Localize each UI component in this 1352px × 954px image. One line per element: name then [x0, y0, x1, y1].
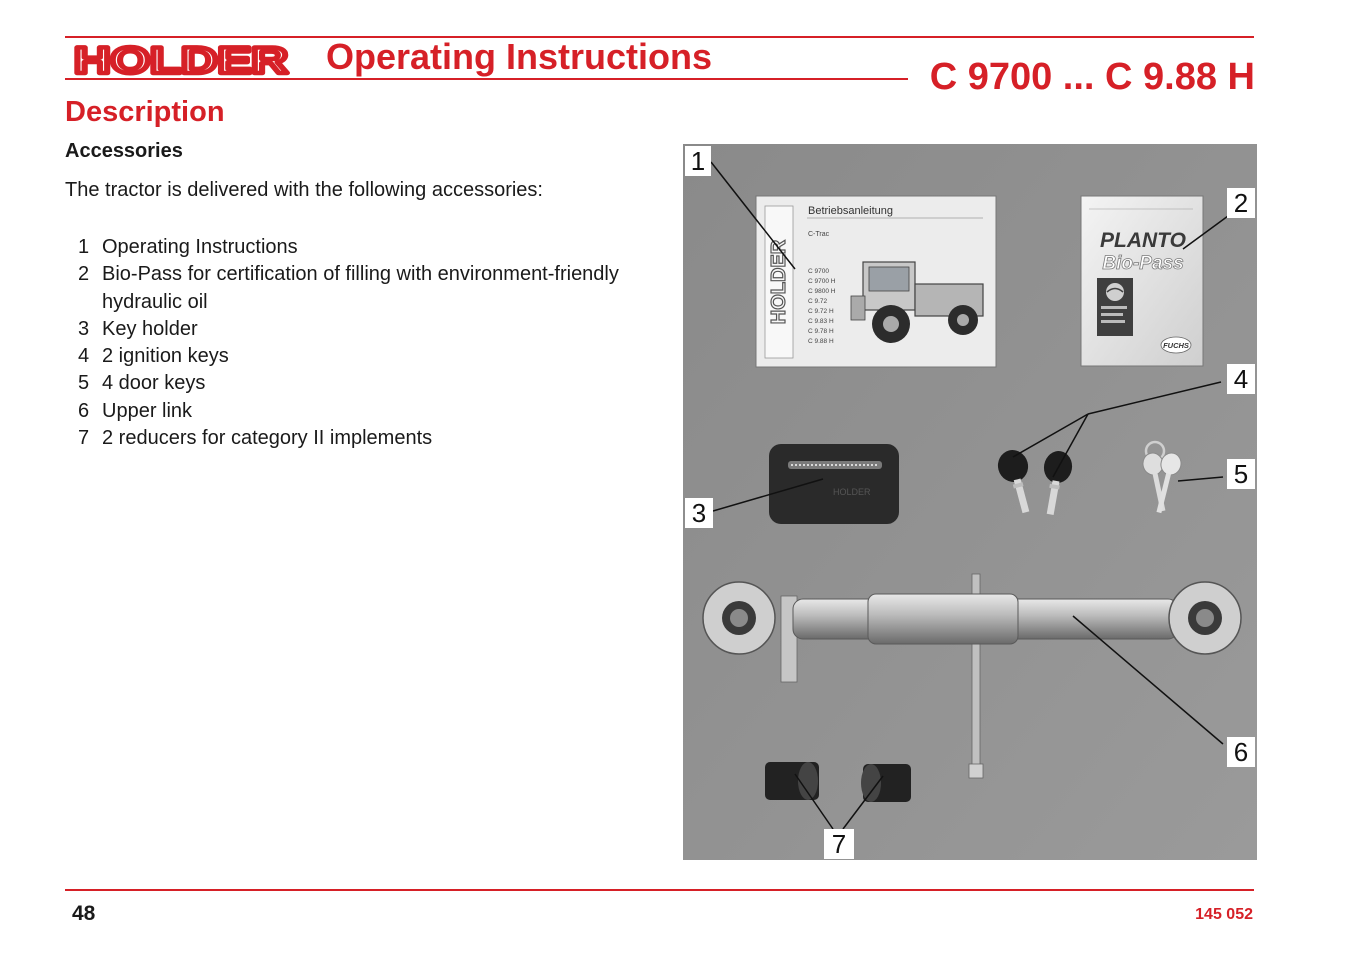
biopass-booklet — [1081, 196, 1203, 366]
biopass-emblem — [1097, 278, 1133, 336]
item-label: 4 door keys — [102, 372, 206, 395]
model-range-title: C 9700 ... C 9.88 H — [929, 56, 1255, 98]
item-label: 2 reducers for category II implements — [102, 427, 433, 450]
svg-text:HOLDER: HOLDER — [833, 487, 871, 497]
item-label: 2 ignition keys — [102, 345, 229, 368]
svg-text:C 9.78 H: C 9.78 H — [808, 328, 834, 335]
callout-6: 6 — [1227, 737, 1255, 767]
item-number: 6 — [77, 399, 90, 422]
svg-text:C 9.83 H: C 9.83 H — [808, 318, 834, 325]
svg-text:C 9.88 H: C 9.88 H — [808, 338, 834, 345]
item-number: 2 — [77, 263, 90, 286]
item-number: 1 — [77, 236, 90, 258]
accessories-photo — [683, 144, 1257, 860]
list-item — [65, 343, 625, 370]
callout-7: 7 — [824, 829, 854, 859]
item-number: 4 — [77, 345, 90, 368]
footer-rule — [65, 889, 1254, 891]
svg-text:Bio-Pass: Bio-Pass — [1102, 253, 1184, 274]
item-label: Key holder — [102, 317, 198, 340]
callout-1: 1 — [685, 146, 711, 176]
svg-text:C 9.72 H: C 9.72 H — [808, 308, 834, 315]
list-item — [65, 370, 625, 397]
svg-text:HOLDER: HOLDER — [768, 239, 790, 325]
callout-5: 5 — [1227, 459, 1255, 489]
operating-manual — [756, 196, 996, 367]
subsection-title: Accessories — [65, 140, 183, 162]
svg-text:C 9800 H: C 9800 H — [808, 288, 836, 295]
document-number: 145 052 — [1195, 906, 1253, 923]
item-number: 7 — [77, 427, 90, 450]
holder-logo — [72, 42, 290, 78]
svg-text:C 9700 H: C 9700 H — [808, 278, 836, 285]
item-label: Bio-Pass for certification of filling with environment-friendly hydraulic oil — [102, 263, 619, 313]
item-label: Upper link — [102, 399, 193, 422]
list-item — [65, 261, 625, 316]
callout-2: 2 — [1227, 188, 1255, 218]
svg-text:C 9.72: C 9.72 — [808, 298, 828, 305]
intro-paragraph: The tractor is delivered with the following accessories: — [65, 179, 543, 201]
list-item — [65, 316, 625, 343]
document-title: Operating Instructions — [326, 36, 713, 77]
svg-text:HOLDER: HOLDER — [74, 42, 288, 78]
header-bottom-rule — [65, 78, 908, 80]
callout-4: 4 — [1227, 364, 1255, 394]
svg-text:C 9700: C 9700 — [808, 268, 829, 275]
item-number: 5 — [77, 372, 90, 395]
svg-text:FUCHS: FUCHS — [1163, 341, 1189, 350]
svg-text:Betriebsanleitung: Betriebsanleitung — [808, 205, 894, 217]
callout-3: 3 — [685, 498, 713, 528]
list-item — [65, 425, 625, 452]
item-number: 3 — [77, 317, 90, 340]
accessories-list — [65, 234, 625, 452]
accessories-illustration — [683, 144, 1257, 860]
list-item — [65, 398, 625, 425]
section-title: Description — [65, 96, 225, 128]
list-item — [65, 234, 625, 261]
key-holder-pouch — [769, 444, 899, 524]
item-label: Operating Instructions — [102, 236, 298, 258]
svg-text:C-Trac: C-Trac — [808, 231, 830, 238]
page-number: 48 — [72, 902, 96, 925]
svg-text:PLANTO: PLANTO — [1100, 229, 1186, 252]
